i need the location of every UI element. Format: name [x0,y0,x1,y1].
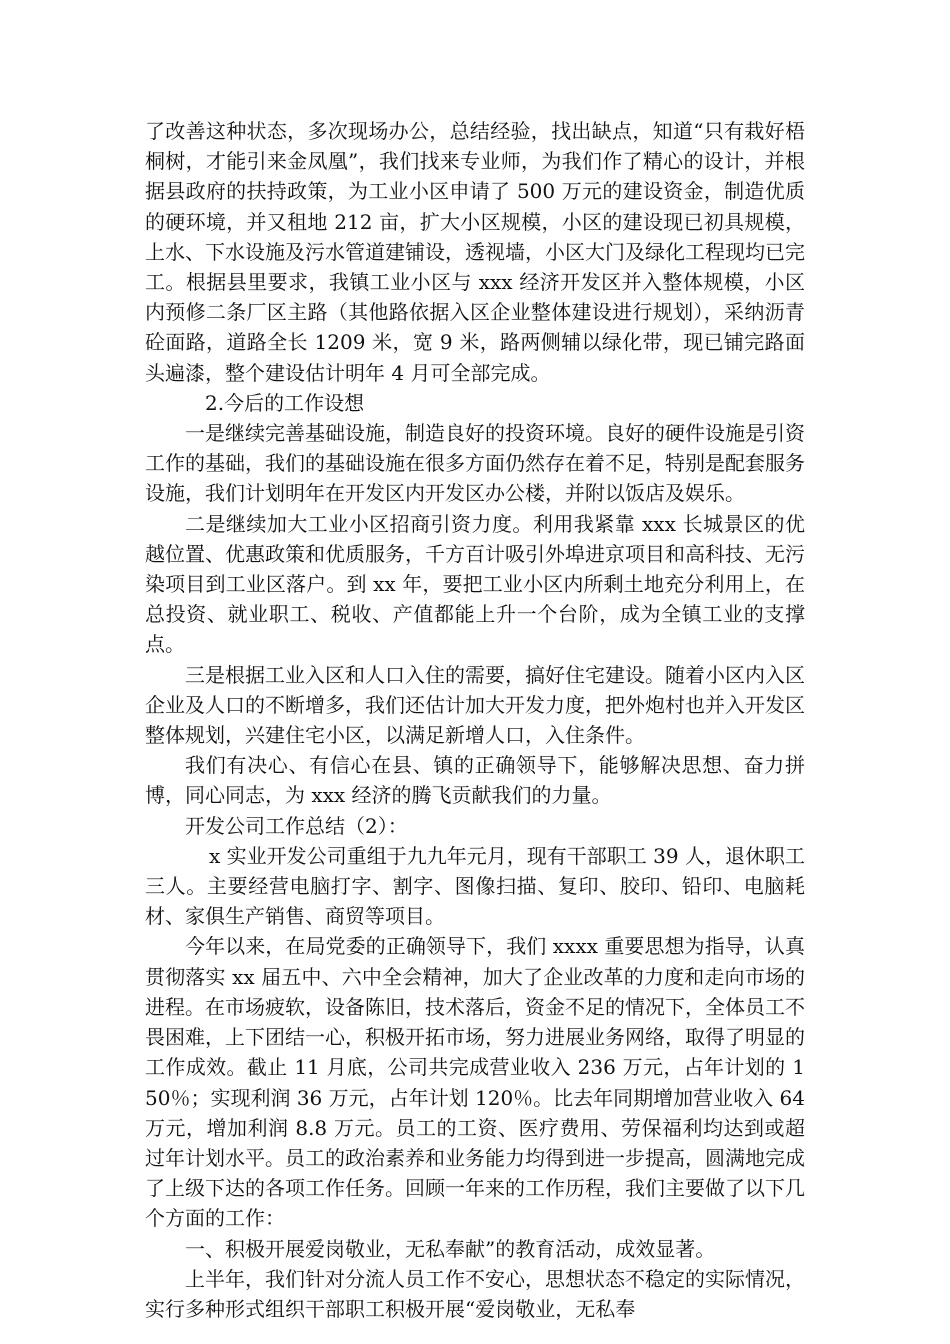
paragraph-2: 一是继续完善基础设施，制造良好的投资环境。良好的硬件设施是引资工作的基础，我们的基础设施在很多方面仍然存在着不足，特别是配套服务设施，我们计划明年在开发区内开发区办公楼，并附以饭店及娱乐。 [145,421,805,506]
paragraph-5: 我们有决心、有信心在县、镇的正确领导下，能够解决思想、奋力拼博，同心同志，为 xxx 经济的腾飞贡献我们的力量。 [145,753,805,808]
paragraph-6: x 实业开发公司重组于九九年元月，现有干部职工 39 人，退休职工三人。主要经营电脑打字、割字、图像扫描、复印、胶印、铅印、电脑耗材、家俱生产销售、商贸等项目。 [145,843,805,929]
section-heading-1: 一、积极开展爱岗敬业，无私奉献”的教育活动，成效显著。 [185,1236,716,1261]
section-heading-work-plan: 2.今后的工作设想 [205,390,365,415]
paragraph-8: 上半年，我们针对分流人员工作不安心，思想状态不稳定的实际情况，实行多种形式组织干部职工积极开展“爱岗敬业，无私奉 [145,1266,805,1321]
section-title-summary-2: 开发公司工作总结（2）： [185,813,408,838]
paragraph-4: 三是根据工业入区和人口入住的需要，搞好住宅建设。随着小区内入区企业及人口的不断增多，我们还估计加大开发力度，把外炮村也并入开发区整体规划，兴建住宅小区，以满足新增人口，入住条件。 [145,662,805,748]
document-page [145,116,805,1324]
paragraph-1: 了改善这种状态，多次现场办公，总结经验，找出缺点，知道“只有栽好梧桐树，才能引来金凤凰”，我们找来专业师，为我们作了精心的设计，并根据县政府的扶持政策，为工业小区申请了 500 万元的建设资金，制造优质的硬环境，并又租地 212 亩，扩大小区规模，小区的建设现已初具规模，上水、下水设施及污水管道建铺设，透视墙，小区大门及绿化工程现均已完工。根据县里要求，我镇工业小区与 xxx 经济开发区并入整体规模，小区内预修二条厂区主路（其他路依据入区企业整体建设进行规划），采纳沥青砼面路，道路全长 1209 米，宽 9 米，路两侧辅以绿化带，现已铺完路面头遍漆，整个建设估计明年 4 月可全部完成。 [145,119,805,385]
paragraph-7: 今年以来，在局党委的正确领导下，我们 xxxx 重要思想为指导，认真贯彻落实 xx 届五中、六中全会精神，加大了企业改革的力度和走向市场的进程。在市场疲软，设备陈旧，技术落后，资金不足的情况下，全体员工不畏困难，上下团结一心，积极开拓市场，努力进展业务网络，取得了明显的工作成效。截止 11 月底，公司共完成营业收入 236 万元，占年计划的 150％；实现利润 36 万元，占年计划 120％。比去年同期增加营业收入 64 万元，增加利润 8.8 万元。员工的工资、医疗费用、劳保福利均达到或超过年计划水平。员工的政治素养和业务能力均得到进一步提高，圆满地完成了上级下达的各项工作任务。回顾一年来的工作历程，我们主要做了以下几个方面的工作： [145,934,805,1231]
paragraph-3: 二是继续加大工业小区招商引资力度。利用我紧靠 xxx 长城景区的优越位置、优惠政策和优质服务，千方百计吸引外埠进京项目和高科技、无污染项目到工业区落户。到 xx 年，要把工业小区内所剩土地充分利用上，在总投资、就业职工、税收、产值都能上升一个台阶，成为全镇工业的支撑点。 [145,511,805,657]
